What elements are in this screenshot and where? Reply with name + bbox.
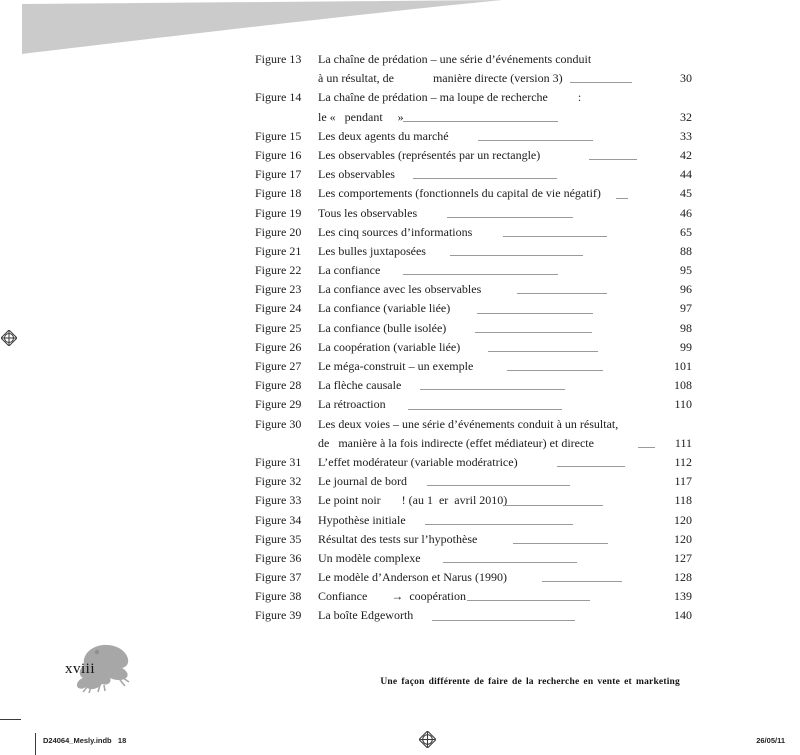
toc-row xyxy=(255,319,692,338)
figure-title: L’effet modérateur (variable modératrice) xyxy=(318,454,518,469)
figure-title: La confiance avec les observables xyxy=(318,282,482,297)
figure-title: La confiance (variable liée) xyxy=(318,301,451,316)
page-number: 97 xyxy=(680,301,692,316)
figure-label: Figure 29 xyxy=(255,397,302,412)
figure-title: La confiance (bulle isolée) xyxy=(318,320,447,335)
folio-page-number: xviii xyxy=(65,661,96,677)
figure-label: Figure 25 xyxy=(255,320,302,335)
page-number: 118 xyxy=(674,493,692,508)
leader-line xyxy=(425,524,573,525)
page-number: 101 xyxy=(674,359,692,373)
leader-line xyxy=(478,140,593,141)
page-number: 32 xyxy=(680,109,692,124)
leader-line xyxy=(507,370,603,371)
figure-label: Figure 27 xyxy=(255,359,302,373)
figure-title: La confiance xyxy=(318,263,381,278)
page-number: 112 xyxy=(674,454,692,469)
figure-title: Les observables xyxy=(318,167,395,182)
figure-title: Hypothèse initiale xyxy=(318,512,406,527)
figure-title: Tous les observables xyxy=(318,205,418,220)
toc-row xyxy=(255,88,692,107)
crop-mark-vertical xyxy=(35,733,36,755)
leader-line xyxy=(488,351,598,352)
print-slug: D24064_Mesly.indb 18 xyxy=(43,736,127,745)
figures-list xyxy=(255,50,692,626)
figure-title: La coopération (variable liée) xyxy=(318,339,461,354)
toc-row-continuation xyxy=(255,434,692,453)
toc-row xyxy=(255,165,692,184)
page-number: 46 xyxy=(680,205,692,220)
figure-title: La rétroaction xyxy=(318,397,386,412)
print-date: 26/05/11 xyxy=(756,736,785,745)
toc-row xyxy=(255,146,692,165)
leader-line xyxy=(570,82,632,83)
figure-label: Figure 20 xyxy=(255,224,302,239)
leader-line xyxy=(443,562,577,563)
leader-line xyxy=(420,389,565,390)
page-number: 44 xyxy=(680,167,692,182)
toc-row xyxy=(255,491,692,510)
leader-line xyxy=(432,620,575,621)
page-number: 42 xyxy=(680,147,692,162)
page-number: 30 xyxy=(680,71,692,86)
figure-label: Figure 35 xyxy=(255,531,302,546)
figure-label: Figure 14 xyxy=(255,90,302,105)
figure-label: Figure 23 xyxy=(255,282,302,297)
figure-title: La flèche causale xyxy=(318,378,402,393)
page-number: 33 xyxy=(680,128,692,143)
figure-label: Figure 31 xyxy=(255,454,302,469)
leader-line xyxy=(403,121,558,122)
leader-line xyxy=(427,485,570,486)
figure-label: Figure 24 xyxy=(255,301,302,316)
figure-label: Figure 36 xyxy=(255,550,302,565)
leader-line xyxy=(557,466,625,467)
figure-title-continuation: à un résultat, de manière directe (version 3) xyxy=(318,71,563,86)
page-number: 88 xyxy=(680,243,692,258)
figure-title: Les bulles juxtaposées xyxy=(318,243,426,258)
figure-title: Le modèle d’Anderson et Narus (1990) xyxy=(318,570,507,585)
toc-row xyxy=(255,472,692,491)
page-number: 99 xyxy=(680,339,692,354)
figure-title: Les observables (représentés par un rectangle) xyxy=(318,147,541,162)
figure-label: Figure 21 xyxy=(255,243,302,258)
page-number: 120 xyxy=(674,531,692,546)
leader-line xyxy=(467,600,590,601)
toc-row xyxy=(255,415,692,434)
page-number: 110 xyxy=(674,397,692,412)
toc-row xyxy=(255,395,692,414)
running-title: Une façon différente de faire de la recherche en vente et marketing xyxy=(380,677,680,687)
page-number: 98 xyxy=(680,320,692,335)
toc-row xyxy=(255,223,692,242)
page-number: 111 xyxy=(674,435,692,450)
figure-label: Figure 19 xyxy=(255,205,302,220)
leader-line xyxy=(513,543,608,544)
toc-row xyxy=(255,204,692,223)
page-number: 140 xyxy=(674,608,692,623)
leader-line xyxy=(408,409,562,410)
leader-line xyxy=(589,159,637,160)
leader-line xyxy=(503,236,607,237)
toc-row-continuation xyxy=(255,108,692,127)
crop-mark-horizontal xyxy=(0,719,21,720)
page-number: 117 xyxy=(674,474,692,489)
figure-label: Figure 30 xyxy=(255,416,302,431)
toc-row xyxy=(255,261,692,280)
registration-mark-icon xyxy=(1,330,17,346)
leader-line xyxy=(403,274,558,275)
page-number: 65 xyxy=(680,224,692,239)
page-number: 127 xyxy=(674,550,692,565)
page-number: 139 xyxy=(674,589,692,604)
leader-line xyxy=(413,178,557,179)
figure-label: Figure 18 xyxy=(255,186,302,201)
page-number: 128 xyxy=(674,570,692,585)
toc-row xyxy=(255,376,692,395)
toc-row xyxy=(255,338,692,357)
figure-label: Figure 16 xyxy=(255,147,302,162)
page-number: 95 xyxy=(680,263,692,278)
toc-row-continuation xyxy=(255,69,692,88)
toc-row xyxy=(255,606,692,625)
toc-row xyxy=(255,242,692,261)
toc-row xyxy=(255,127,692,146)
registration-mark-icon xyxy=(419,731,436,748)
figure-label: Figure 15 xyxy=(255,128,302,143)
figure-label: Figure 37 xyxy=(255,570,302,585)
leader-line xyxy=(542,581,622,582)
leader-line xyxy=(503,505,603,506)
leader-line xyxy=(638,447,655,448)
toc-row xyxy=(255,549,692,568)
leader-line xyxy=(517,293,607,294)
toc-row xyxy=(255,453,692,472)
page-number: 108 xyxy=(674,378,692,393)
page-number: 45 xyxy=(680,186,692,201)
figure-label: Figure 32 xyxy=(255,474,302,489)
figure-title: Confiance → coopération xyxy=(318,589,466,604)
figure-title: Le journal de bord xyxy=(318,474,407,489)
toc-row xyxy=(255,50,692,69)
figure-title-continuation: de manière à la fois indirecte (effet médiateur) et directe xyxy=(318,435,594,450)
toc-row xyxy=(255,184,692,203)
leader-line xyxy=(450,255,583,256)
toc-row xyxy=(255,530,692,549)
figure-label: Figure 39 xyxy=(255,608,302,623)
figure-title: Les deux voies – une série d’événements conduit à un résultat, xyxy=(318,416,619,431)
figure-title: Les cinq sources d’informations xyxy=(318,224,473,239)
figure-label: Figure 22 xyxy=(255,263,302,278)
figure-title: Le point noir ! (au 1 er avril 2010) xyxy=(318,493,508,508)
figure-label: Figure 33 xyxy=(255,493,302,508)
leader-line xyxy=(447,217,573,218)
toc-row xyxy=(255,299,692,318)
figure-label: Figure 17 xyxy=(255,167,302,182)
figure-title: Les comportements (fonctionnels du capital de vie négatif) xyxy=(318,186,601,201)
page-number: 96 xyxy=(680,282,692,297)
figure-label: Figure 28 xyxy=(255,378,302,393)
leader-line xyxy=(616,198,628,199)
figure-label: Figure 26 xyxy=(255,339,302,354)
figure-title: Le méga-construit – un exemple xyxy=(318,359,474,373)
leader-line xyxy=(477,313,593,314)
figure-title-continuation: le « pendant » xyxy=(318,109,404,124)
toc-row xyxy=(255,280,692,299)
figure-title: La chaîne de prédation – ma loupe de recherche : xyxy=(318,90,582,105)
toc-row xyxy=(255,511,692,530)
figure-label: Figure 34 xyxy=(255,512,302,527)
toc-row xyxy=(255,568,692,587)
leader-line xyxy=(475,332,592,333)
toc-row xyxy=(255,587,692,606)
figure-title: Un modèle complexe xyxy=(318,550,421,565)
page-number: 120 xyxy=(674,512,692,527)
toc-row xyxy=(255,357,692,376)
figure-label: Figure 38 xyxy=(255,589,302,604)
figure-label: Figure 13 xyxy=(255,52,302,66)
figure-title: La chaîne de prédation – une série d’événements conduit xyxy=(318,52,592,66)
figure-title: Résultat des tests sur l’hypothèse xyxy=(318,531,478,546)
figure-title: Les deux agents du marché xyxy=(318,128,449,143)
figure-title: La boîte Edgeworth xyxy=(318,608,414,623)
